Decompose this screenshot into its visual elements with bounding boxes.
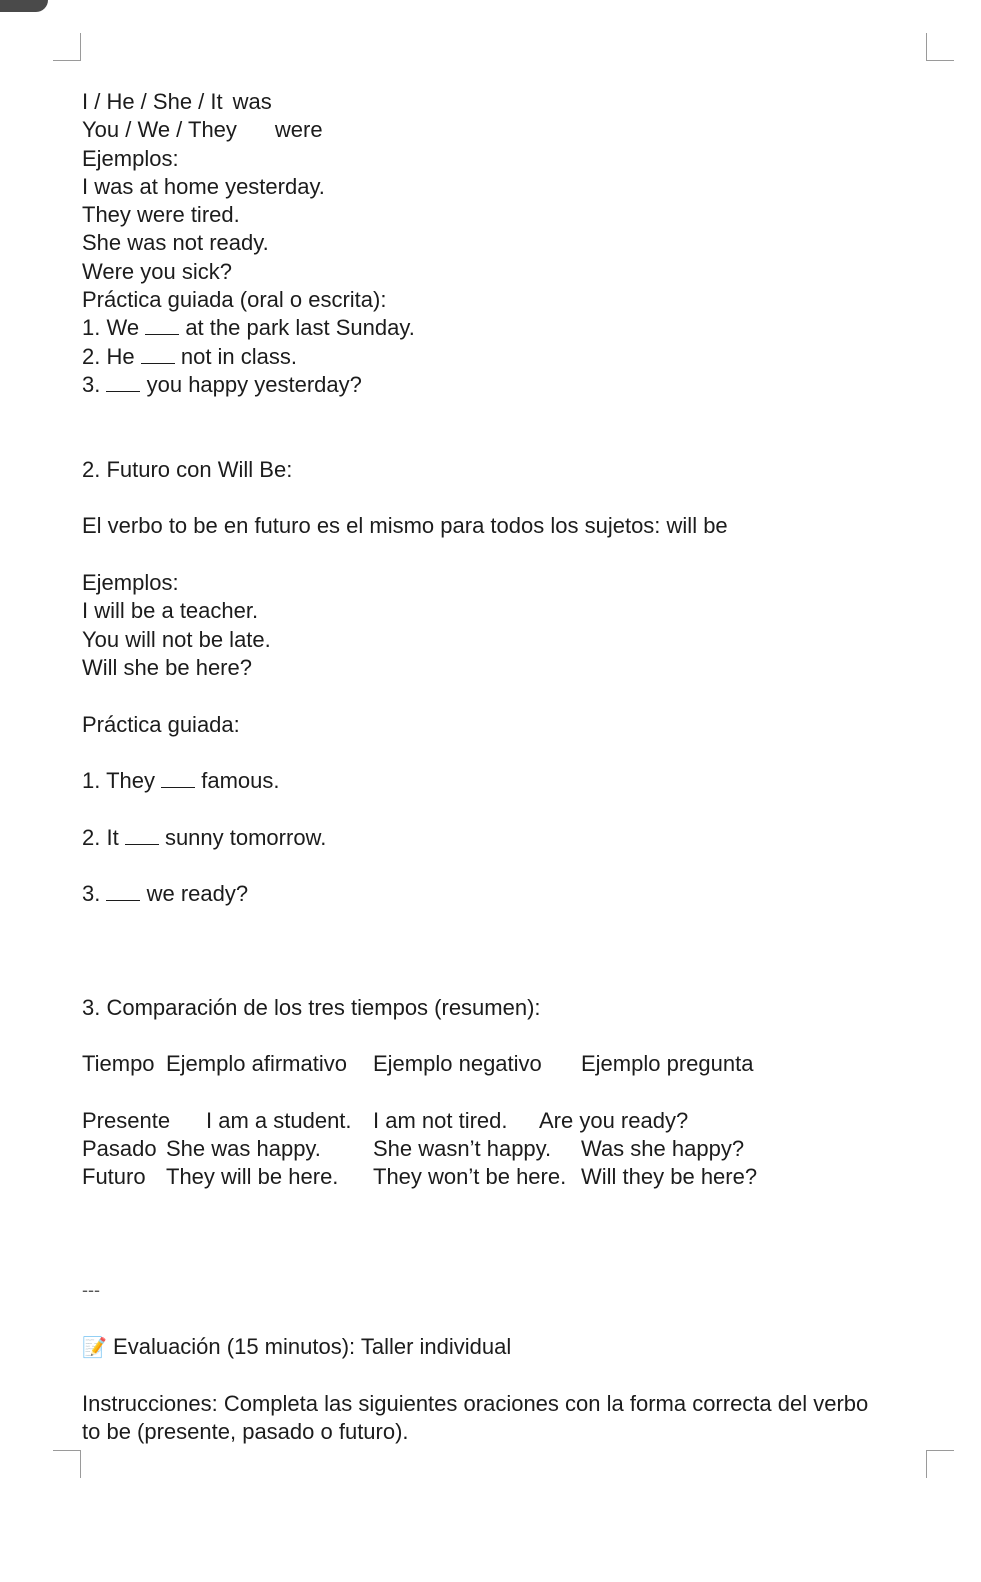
practice-suffix: we ready? — [146, 881, 249, 907]
example-line: I will be a teacher. — [82, 598, 259, 624]
section-title-future: 2. Futuro con Will Be: — [82, 456, 293, 482]
table-cell: Will they be here? — [581, 1164, 758, 1190]
practice-label: Práctica guiada: — [82, 711, 240, 737]
crop-mark-bottom-right — [926, 1450, 954, 1478]
practice-item — [82, 767, 882, 795]
crop-mark-bottom-left — [53, 1450, 81, 1478]
example-line: They were tired. — [82, 202, 240, 228]
table-cell: Presente — [82, 1107, 171, 1133]
separator: --- — [82, 1280, 100, 1301]
practice-suffix: at the park last Sunday. — [185, 315, 415, 341]
table-cell: She wasn’t happy. — [373, 1135, 552, 1161]
verb-text: was — [232, 89, 272, 114]
table-cell: They will be here. — [166, 1164, 339, 1190]
evaluation-text: Evaluación (15 minutos): Taller individual — [113, 1334, 512, 1360]
future-description: El verbo to be en futuro es el mismo para todos los sujetos: will be — [82, 513, 728, 539]
verb-text: were — [274, 117, 323, 143]
practice-item — [82, 824, 882, 852]
table-cell: I am not tired. — [373, 1107, 508, 1133]
table-cell: I am a student. — [206, 1107, 352, 1133]
table-cell: Pasado — [82, 1135, 157, 1161]
past-plural-row — [82, 116, 882, 144]
table-row — [82, 1107, 882, 1135]
subject-text: I / He / She / It — [82, 89, 223, 114]
example-line: I was at home yesterday. — [82, 173, 325, 199]
fill-blank — [125, 824, 159, 845]
example-line: Will she be here? — [82, 654, 252, 680]
practice-prefix: 3. — [82, 371, 101, 397]
example-line: Were you sick? — [82, 258, 232, 284]
practice-prefix: 2. He — [82, 343, 135, 369]
header-cell: Ejemplo afirmativo — [166, 1051, 347, 1077]
document-body — [82, 88, 882, 1446]
practice-item — [82, 371, 882, 399]
practice-suffix: sunny tomorrow. — [164, 824, 327, 850]
practice-prefix: 1. We — [82, 315, 140, 341]
header-cell: Tiempo — [82, 1051, 155, 1077]
crop-mark-top-left — [53, 33, 81, 61]
header-cell: Ejemplo pregunta — [581, 1051, 754, 1077]
fill-blank — [106, 880, 140, 901]
fill-blank — [106, 371, 140, 392]
table-cell: Are you ready? — [539, 1107, 689, 1133]
subject-text: You / We / They — [82, 117, 237, 143]
practice-prefix: 2. It — [82, 824, 119, 850]
practice-suffix: famous. — [201, 768, 280, 794]
practice-item — [82, 343, 882, 371]
instructions-text: Instrucciones: Completa las siguientes oraciones con la forma correcta del verbo to be (presente, pasado o futuro). — [82, 1390, 869, 1444]
header-cell: Ejemplo negativo — [373, 1051, 542, 1077]
window-corner — [0, 0, 48, 12]
examples-label: Ejemplos: — [82, 570, 179, 596]
table-cell: They won’t be here. — [373, 1164, 567, 1190]
table-cell: Futuro — [82, 1164, 146, 1190]
practice-suffix: you happy yesterday? — [146, 371, 362, 397]
past-singular-row — [82, 88, 882, 116]
fill-blank — [141, 343, 175, 364]
fill-blank — [161, 767, 195, 788]
practice-prefix: 3. — [82, 881, 101, 907]
examples-label: Ejemplos: — [82, 145, 179, 171]
table-row — [82, 1163, 882, 1191]
practice-label: Práctica guiada (oral o escrita): — [82, 287, 387, 313]
comparison-header-row — [82, 1050, 882, 1078]
table-cell: Was she happy? — [581, 1135, 745, 1161]
crop-mark-top-right — [926, 33, 954, 61]
practice-prefix: 1. They — [82, 768, 155, 794]
example-line: You will not be late. — [82, 626, 271, 652]
practice-item — [82, 880, 882, 908]
evaluation-heading — [82, 1333, 882, 1361]
practice-suffix: not in class. — [180, 343, 298, 369]
table-cell: She was happy. — [166, 1135, 321, 1161]
section-title-comparison: 3. Comparación de los tres tiempos (resumen): — [82, 994, 541, 1020]
memo-icon: 📝 — [82, 1335, 107, 1360]
practice-item — [82, 314, 882, 342]
table-row — [82, 1135, 882, 1163]
example-line: She was not ready. — [82, 230, 269, 256]
fill-blank — [145, 314, 179, 335]
